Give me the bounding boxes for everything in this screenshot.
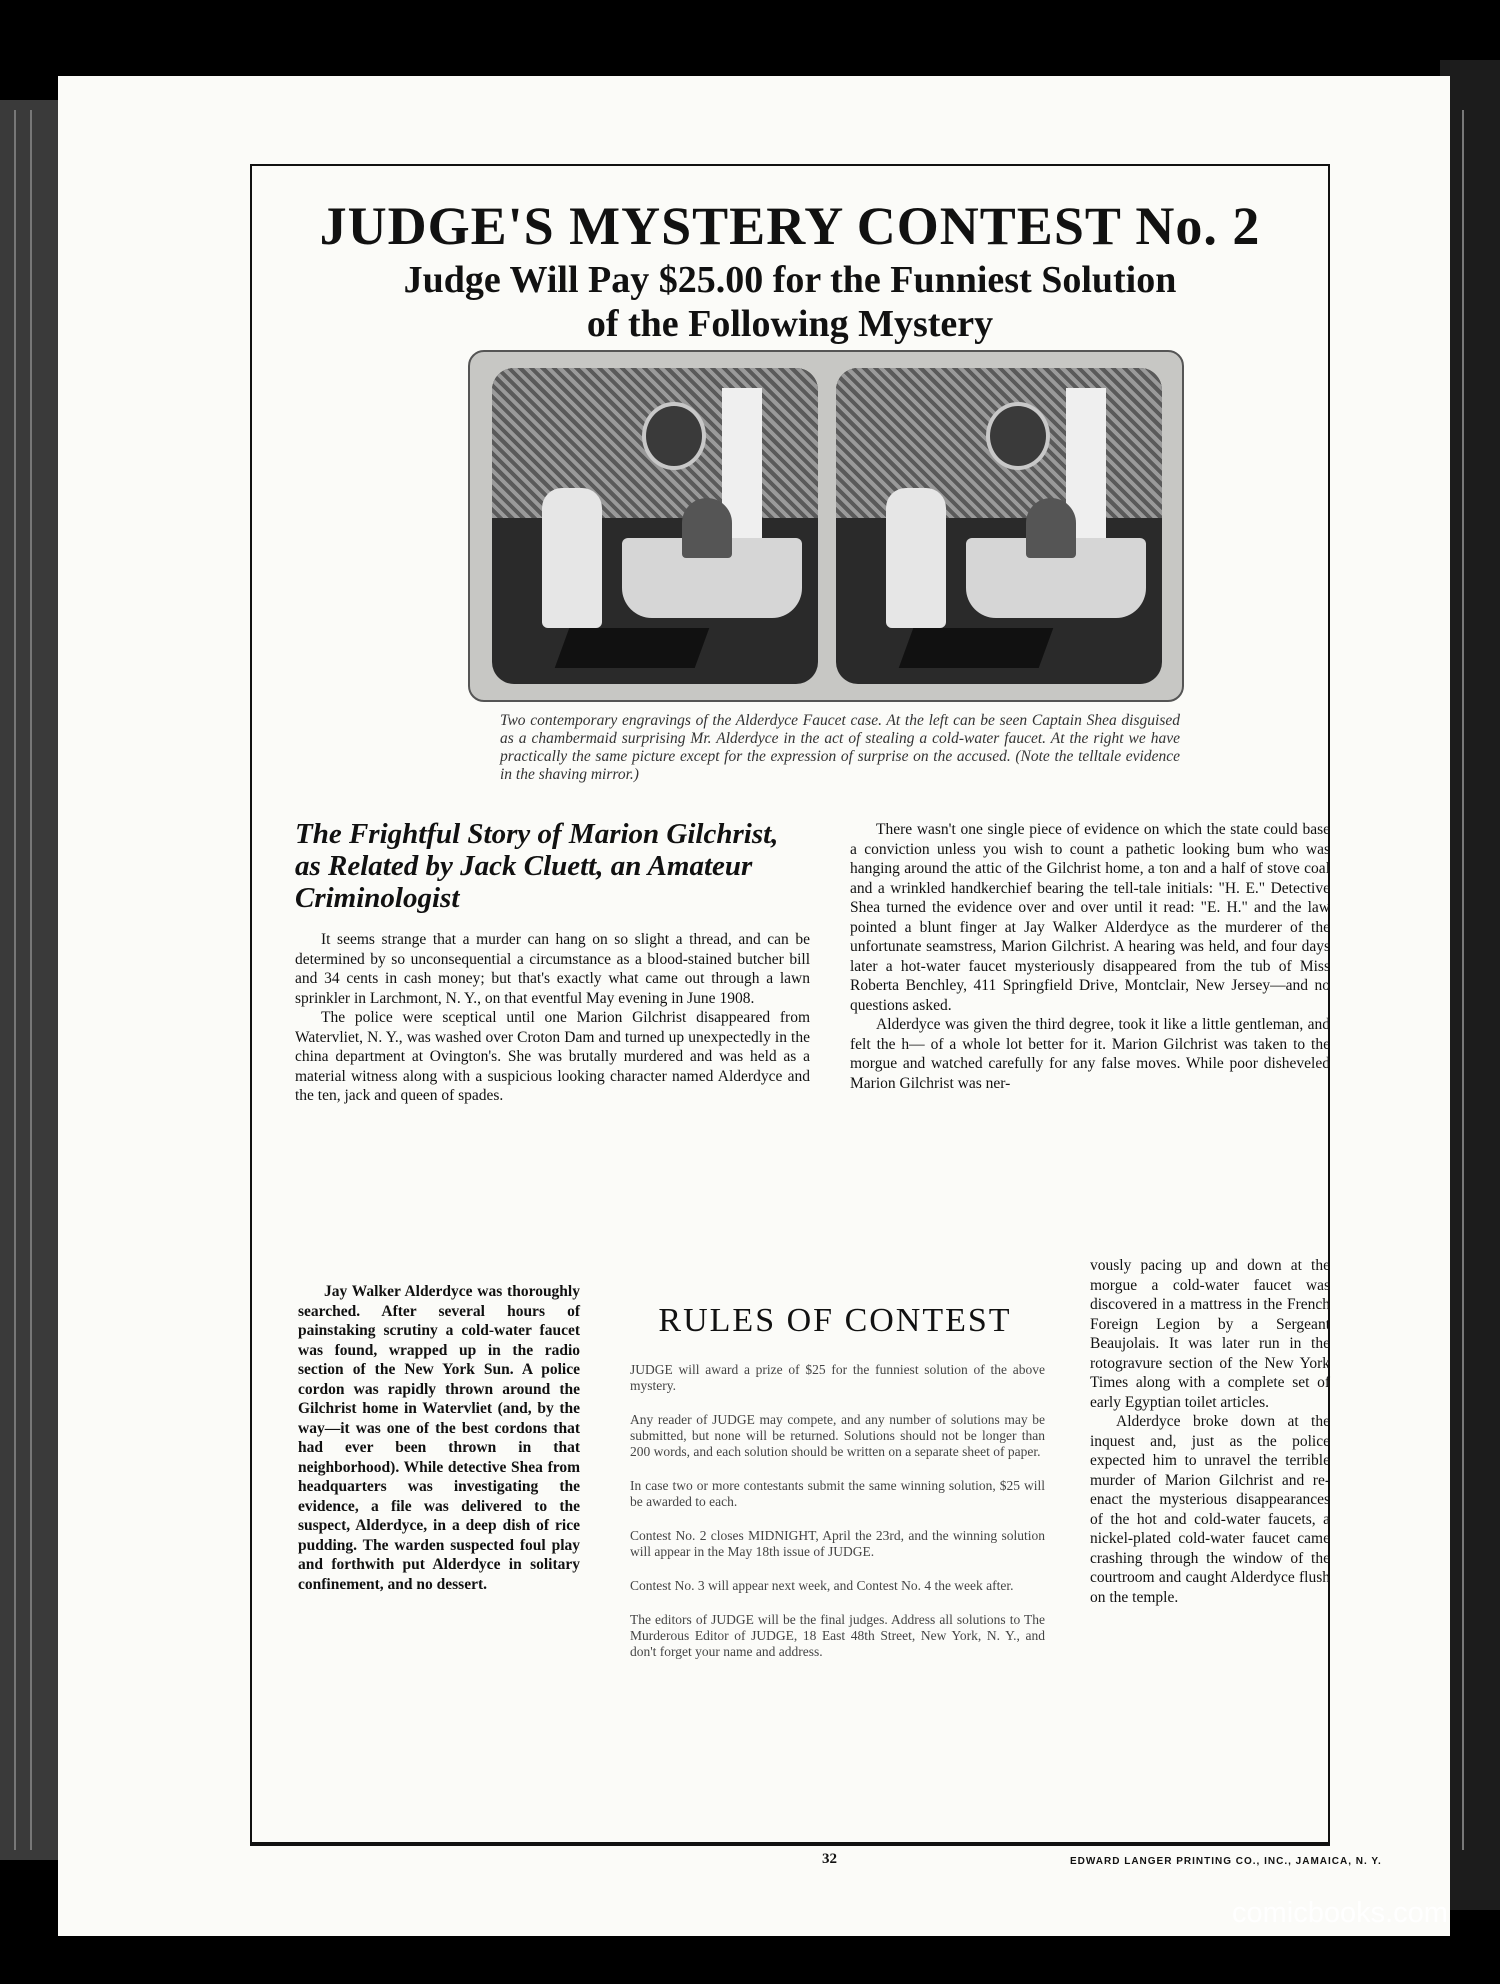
site-watermark: comicbooks.com bbox=[1232, 1897, 1448, 1929]
page-edge-line bbox=[30, 110, 32, 1850]
page-edge-line bbox=[1462, 110, 1464, 1850]
stereograph-photo bbox=[468, 350, 1184, 702]
story-paragraph: Alderdyce broke down at the inquest and, just as the police expected him to unravel the terrible murder of Marion Gilchrist and re-enact the mysterious disappearances of the hot and cold-water faucets, a nickel-plated cold-water faucet came crashing through the window of the courtroom and caught Alderdyce flush on the temple. bbox=[1090, 1413, 1330, 1606]
rule-item: In case two or more contestants submit the same winning solution, $25 will be awarded to each. bbox=[630, 1478, 1045, 1509]
page-subtitle bbox=[250, 258, 1330, 346]
story-column-2-lower bbox=[1090, 1256, 1330, 1607]
rule-item: The editors of JUDGE will be the final judges. Address all solutions to The Murderous Editor of JUDGE, 18 East 48th Street, New York, N. Y., and don't forget your name and address. bbox=[630, 1612, 1045, 1659]
story-paragraph: Jay Walker Alderdyce was thoroughly searched. After several hours of painstaking scrutiny a cold-water faucet was found, wrapped up in the radio section of the New York Sun. A police cordon was rapidly thrown around the Gilchrist home in Watervliet (and, by the way—it was one of the best cordons that had ever been thrown in that neighborhood). While detective Shea from headquarters was investigating the evidence, a file was delivered to the suspect, Alderdyce, in a deep dish of rice pudding. The warden suspected foul play and forthwith put Alderdyce in solitary confinement, and no dessert. bbox=[298, 1283, 580, 1593]
story-paragraph: Alderdyce was given the third degree, took it like a little gentleman, and felt the h— of a whole lot better for it. Marion Gilchrist was taken to the morgue and watched carefully for any false moves. While poor disheveled Marion Gilchrist was ner- bbox=[850, 1016, 1330, 1092]
story-paragraph: vously pacing up and down at the morgue a cold-water faucet was discovered in a mattress in the French Foreign Legion by a Sergeant Beaujolais. It was later run in the rotogravure section of the New York Times along with a complete set of early Egyptian toilet articles. bbox=[1090, 1257, 1330, 1411]
book-spine-left bbox=[0, 100, 58, 1860]
story-column-1-lower bbox=[298, 1282, 580, 1594]
story-column-2 bbox=[850, 820, 1330, 1093]
photo-caption bbox=[500, 712, 1180, 784]
rule-item: JUDGE will award a prize of $25 for the funniest solution of the above mystery. bbox=[630, 1362, 1045, 1393]
story-paragraph: There wasn't one single piece of evidence on which the state could base a conviction unless you wish to count a pathetic looking bum who was hanging around the attic of the Gilchrist home, a ton and a half of stove coal and a wrinkled handkerchief bearing the tell-tale initials: "H. E." Detective Shea turned the evidence over and over until it read: "E. H." and the law pointed a blunt finger at Jay Walker Alderdyce as the murderer of the unfortunate seamstress, Marion Gilchrist. A hearing was held, and four days later a hot-water faucet mysteriously disappeared from the tub of Miss Roberta Benchley, 411 Springfield Drive, Montclair, New Jersey—and no questions asked. bbox=[850, 821, 1330, 1014]
subtitle-line: of the Following Mystery bbox=[586, 303, 994, 345]
rule-item: Contest No. 2 closes MIDNIGHT, April the 23rd, and the winning solution will appear in the May 18th issue of JUDGE. bbox=[630, 1528, 1045, 1559]
story-paragraph: The police were sceptical until one Marion Gilchrist disappeared from Watervliet, N. Y., was washed over Croton Dam and turned up unexpectedly in the china department at Ovington's. She was brutally murdered and was held as a material witness along with a suspicious looking character named Alderdyce and the ten, jack and queen of spades. bbox=[295, 1009, 810, 1104]
story-paragraph: It seems strange that a murder can hang on so slight a thread, and can be determined by so unconsequential a circumstance as a blood-stained butcher bill and 34 cents in cash money; but that's exactly what came out through a lawn sprinkler in Larchmont, N. Y., on that eventful May evening in June 1908. bbox=[295, 931, 810, 1007]
page-title: JUDGE'S MYSTERY CONTEST No. 2 bbox=[319, 196, 1261, 256]
story-title: The Frightful Story of Marion Gilchrist, as Related by Jack Cluett, an Amateur Criminologist bbox=[295, 818, 779, 914]
page-number: 32 bbox=[822, 1851, 837, 1867]
photo-left bbox=[492, 368, 818, 684]
rule-item: Contest No. 3 will appear next week, and Contest No. 4 the week after. bbox=[630, 1578, 1014, 1593]
rules-title: RULES OF CONTEST bbox=[658, 1302, 1012, 1339]
footer-rule bbox=[250, 1844, 1330, 1846]
rules-box bbox=[630, 1362, 1045, 1678]
photo-right bbox=[836, 368, 1162, 684]
story-column-1 bbox=[295, 930, 810, 1106]
page-edge-line bbox=[14, 110, 16, 1850]
subtitle-line: Judge Will Pay $25.00 for the Funniest Solution bbox=[403, 259, 1177, 301]
rule-item: Any reader of JUDGE may compete, and any number of solutions may be submitted, but none will be returned. Solutions should not be longer than 200 words, and each solution should be written on a separate sheet of paper. bbox=[630, 1412, 1045, 1459]
printer-credit: EDWARD LANGER PRINTING CO., INC., JAMAICA, N. Y. bbox=[1070, 1856, 1382, 1867]
caption-text: Two contemporary engravings of the Alderdyce Faucet case. At the left can be seen Captain Shea disguised as a chambermaid surprising Mr. Alderdyce in the act of stealing a cold-water faucet. At the right we have practically the same picture except for the expression of surprise on the accused. (Note the telltale evidence in the shaving mirror.) bbox=[500, 712, 1180, 783]
